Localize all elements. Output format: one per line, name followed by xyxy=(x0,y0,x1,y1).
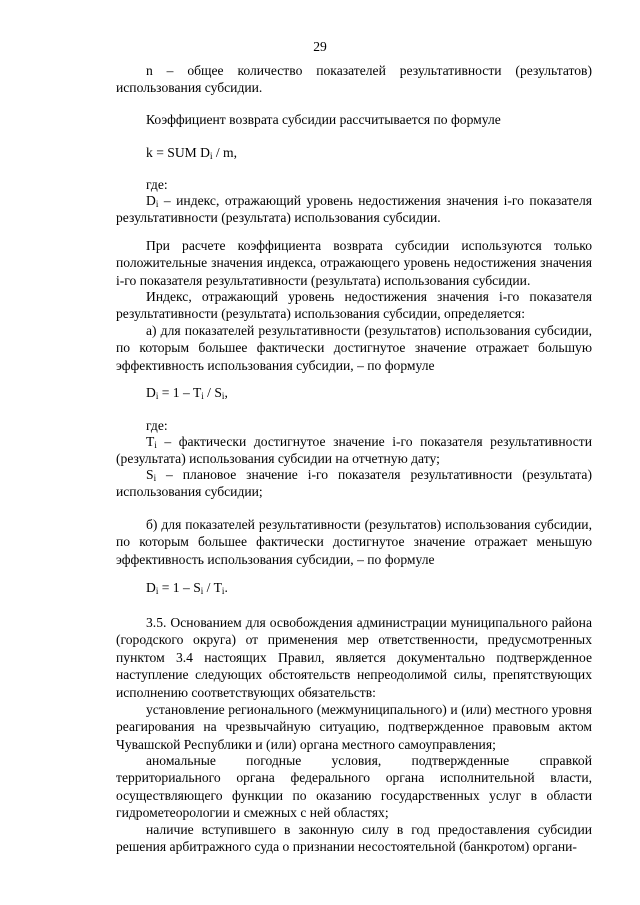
paragraph-weather-conditions: аномальные погодные условия, подтвержденные справкой территориального органа федерального органа исполнительной власти, осуществляющего функции по оказанию государственных услуг в области гидрометеорологии и смежных с ней областях; xyxy=(116,753,592,821)
formula-di-a: $D_i = 1 - T_i / S_i$, xyxy=(146,385,228,401)
paragraph-coefficient-intro: Коэффициент возврата субсидии рассчитывается по формуле xyxy=(146,112,501,127)
paragraph-3-5: 3.5. Основанием для освобождения администрации муниципального района (городского округа) от применения мер ответственности, предусмотренных пунктом 3.4 настоящих Правил, является документально подтвержденное наступление следующих обстоятельств непреодолимой силы, препятствующих исполнению соответствующих обязательств: xyxy=(116,615,592,700)
where-label-1: где: xyxy=(146,177,168,192)
formula-di-b: $D_i = 1 - S_i / T_i$. xyxy=(146,580,228,596)
definition-si: $S_i$ – плановое значение i-го показателя результативности (результата) использования субсидии; xyxy=(116,467,592,500)
definition-di: $D_i$ – индекс, отражающий уровень недостижения значения i-го показателя результативности (результата) использования субсидии. xyxy=(116,193,592,226)
paragraph-court-decision: наличие вступившего в законную силу в год предоставления субсидии решения арбитражного суда о признании несостоятельной (банкротом) органи- xyxy=(116,822,592,855)
paragraph-index-determined: Индекс, отражающий уровень недостижения значения i-го показателя результативности (результата) использования субсидии, определяется: xyxy=(116,289,592,322)
where-label-2: где: xyxy=(146,418,168,433)
definition-ti: $T_i$ – фактически достигнутое значение i-го показателя результативности (результата) использования субсидии на отчетную дату; xyxy=(116,434,592,467)
page-number: 29 xyxy=(313,39,327,54)
paragraph-n-definition: n – общее количество показателей результативности (результатов) использования субсидии. xyxy=(116,63,592,96)
paragraph-emergency-response: установление регионального (межмуниципального) и (или) местного уровня реагирования на чрезвычайную ситуацию, подтвержденное правовым актом Чувашской Республики и (или) органа местного самоуправления; xyxy=(116,702,592,752)
paragraph-case-a: а) для показателей результативности (результатов) использования субсидии, по которым большее фактически достигнутое значение отражает большую эффективность использования субсидии, – по формуле xyxy=(116,323,592,373)
paragraph-case-b: б) для показателей результативности (результатов) использования субсидии, по которым большее фактически достигнутое значение отражает меньшую эффективность использования субсидии, – по формуле xyxy=(116,517,592,567)
formula-k: k = SUM $D_i$ / m, xyxy=(146,145,238,161)
paragraph-positive-values: При расчете коэффициента возврата субсидии используются только положительные значения индекса, отражающего уровень недостижения значения i-го показателя результативности (результата) использования субсидии. xyxy=(116,238,592,288)
